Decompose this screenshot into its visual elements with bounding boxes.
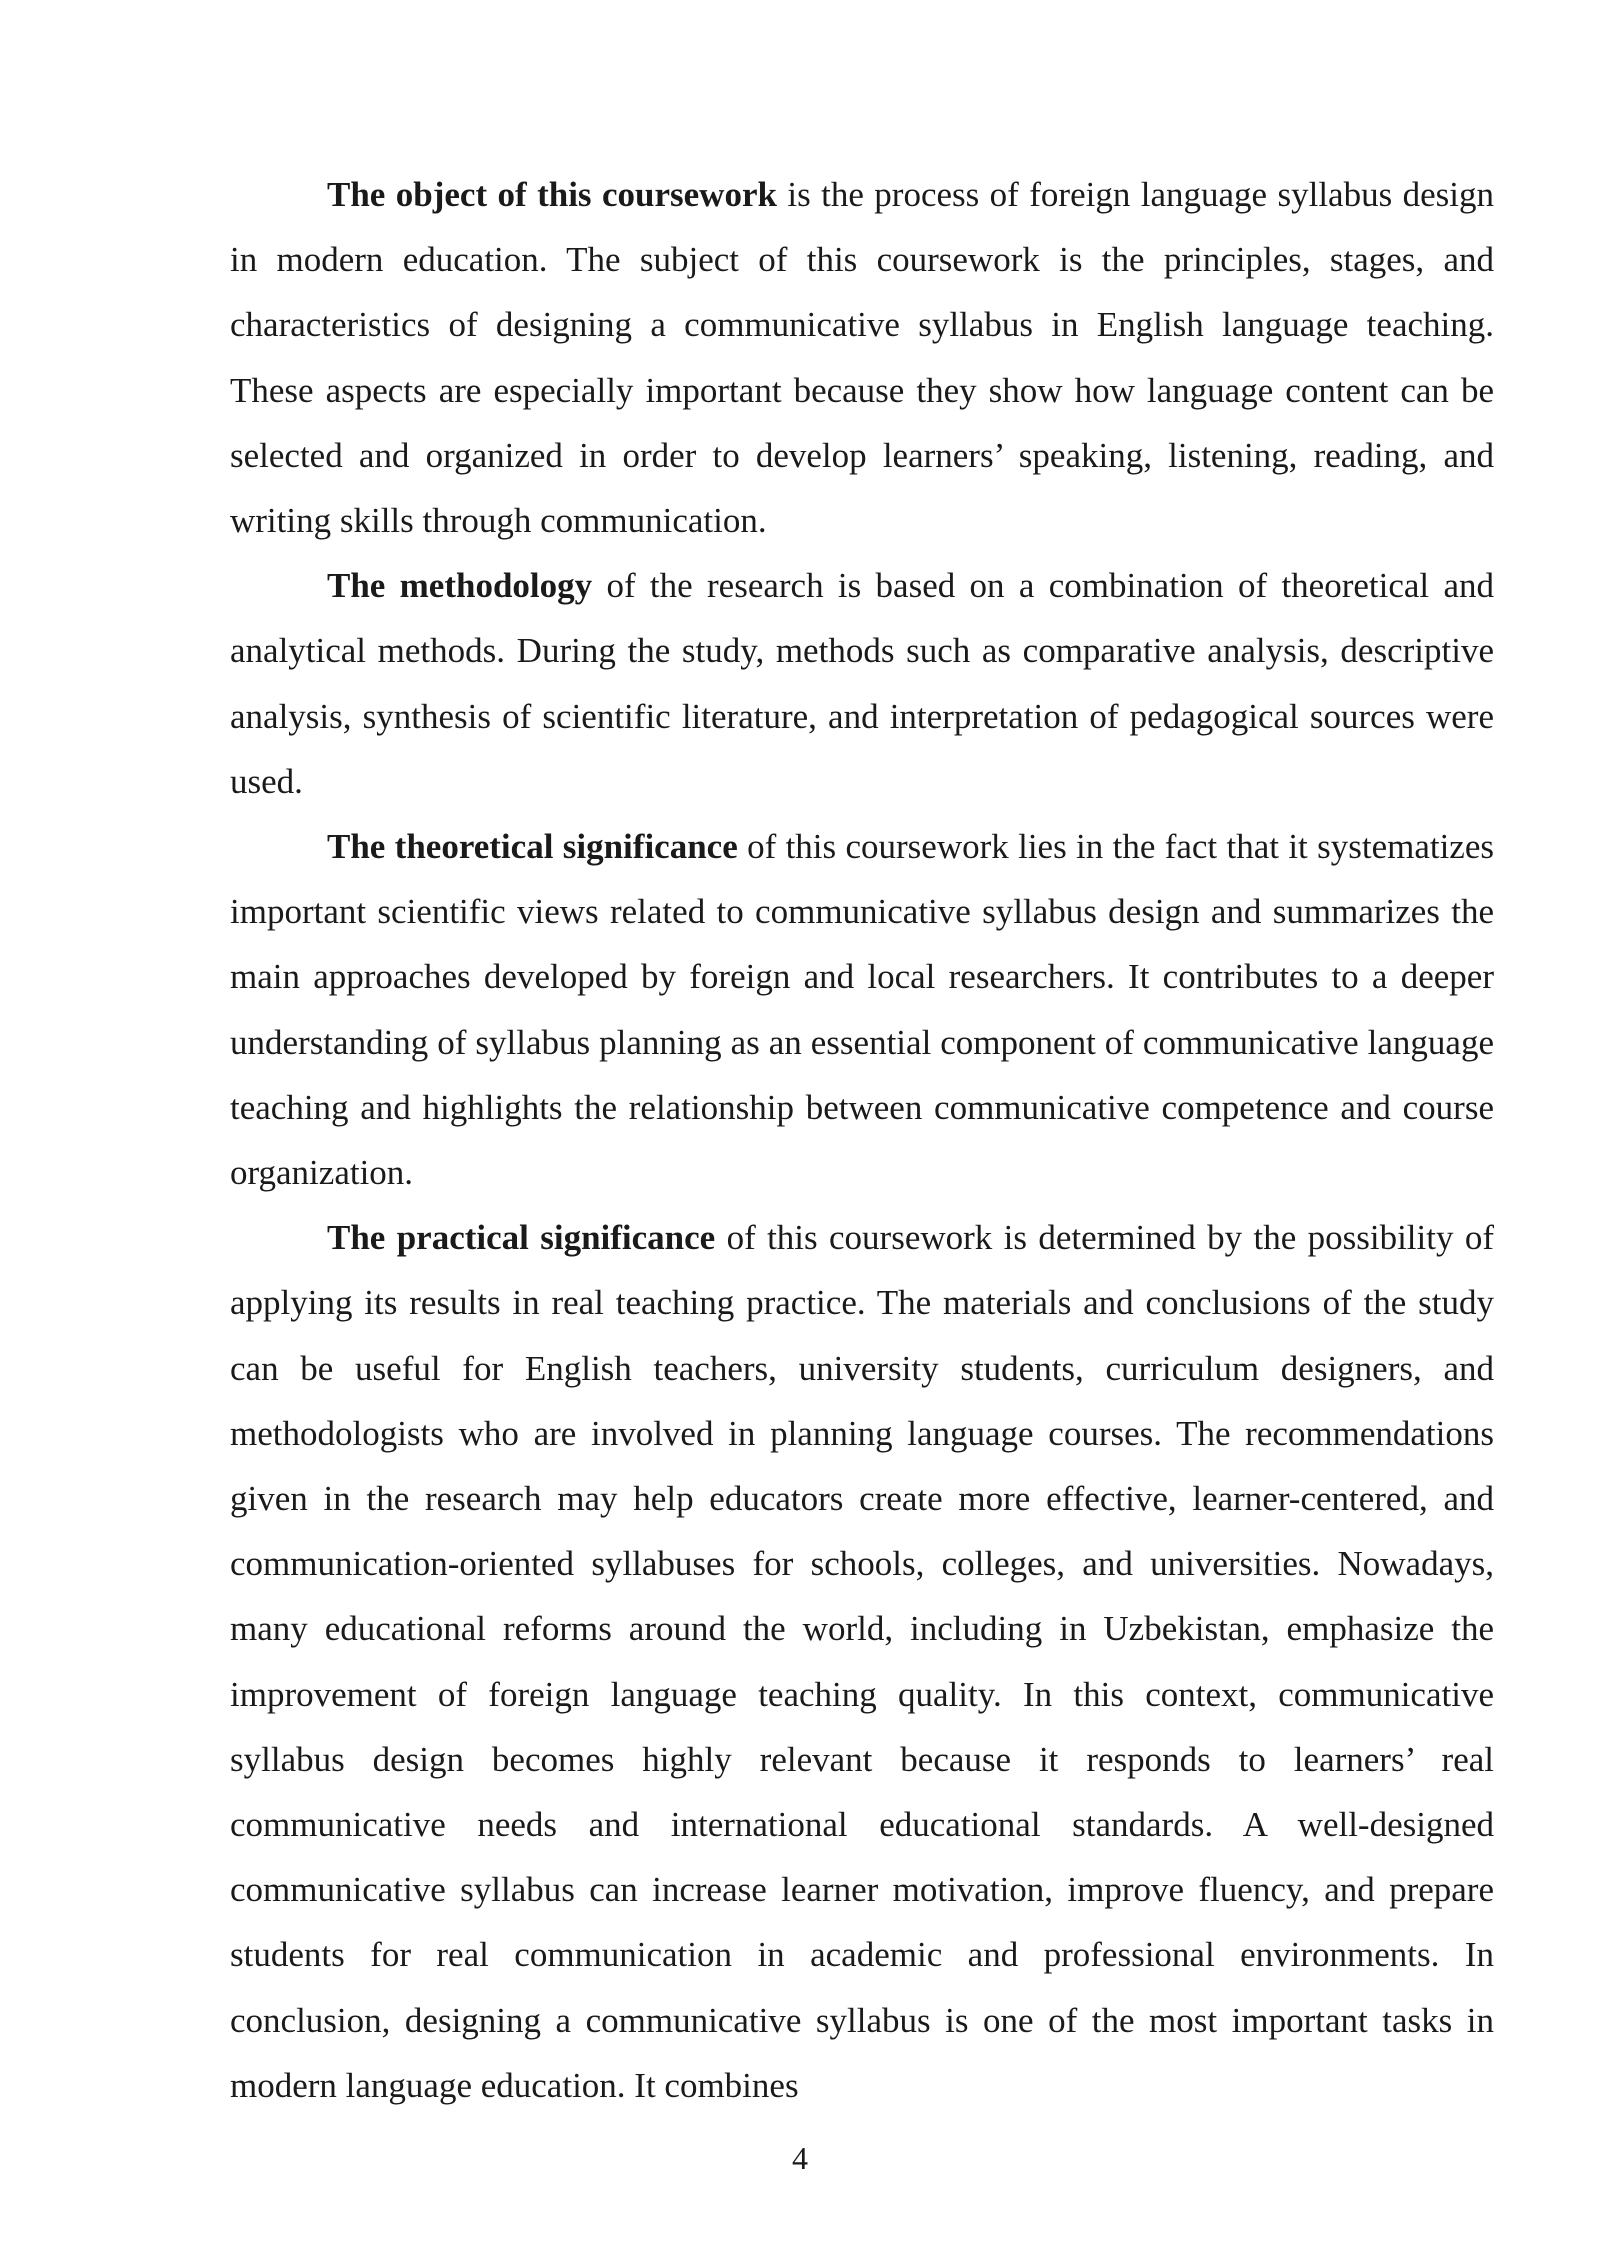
paragraph-methodology — [230, 553, 1494, 814]
paragraph-theoretical-text: of this coursework lies in the fact that it systematizes important scientific views related to communicative syllabus design and summarizes the main approaches developed by foreign and local researchers. It contributes to a deeper understanding of syllabus planning as an essential component of communicative language teaching and highlights the relationship between communicative competence and course organization. — [230, 827, 1494, 1193]
paragraph-methodology-lead: The methodology — [327, 566, 593, 606]
body-text — [230, 162, 1494, 2118]
page-number: 4 — [792, 2140, 808, 2176]
paragraph-object — [230, 162, 1494, 553]
paragraph-object-lead: The object of this coursework — [327, 175, 777, 214]
paragraph-practical-lead: The practical significance — [327, 1218, 716, 1258]
paragraph-theoretical-lead: The theoretical significance — [327, 827, 738, 867]
paragraph-theoretical — [230, 814, 1494, 1205]
paragraph-practical-text: of this coursework is determined by the possibility of applying its results in real teaching practice. The materials and conclusions of the study can be useful for English teachers, university students, curriculum designers, and methodologists who are involved in planning language courses. The recommendations given in the research may help educators create more effective, learner-centered, and communication-oriented syllabuses for schools, colleges, and universities. Nowadays, many educational reforms around the world, including in Uzbekistan, emphasize the improvement of foreign language teaching quality. In this context, communicative syllabus design becomes highly relevant because it responds to learners’ real communicative needs and international educational standards. A well-designed communicative syllabus can increase learner motivation, improve fluency, and prepare students for real communication in academic and professional environments. In conclusion, designing a communicative syllabus is one of the most important tasks in modern language education. It combines — [230, 1218, 1494, 2105]
paragraph-practical — [230, 1205, 1494, 2118]
paragraph-object-text: is the process of foreign language syllabus design in modern education. The subject of this coursework is the principles, stages, and characteristics of designing a communicative syllabus in English language teaching. These aspects are especially important because they show how language content can be selected and organized in order to develop learners’ speaking, listening, reading, and writing skills through communication. — [230, 175, 1495, 541]
paragraph-methodology-text: of the research is based on a combination of theoretical and analytical methods. During the study, methods such as comparative analysis, descriptive analysis, synthesis of scientific literature, and interpretation of pedagogical sources were used. — [230, 566, 1494, 801]
